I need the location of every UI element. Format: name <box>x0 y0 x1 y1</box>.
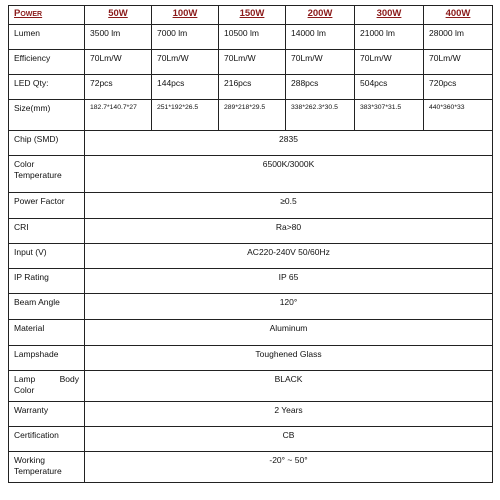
spec-sheet <box>8 5 492 483</box>
header-col-150w: 150W <box>219 6 286 25</box>
row-label: Beam Angle <box>9 294 85 320</box>
cell-value: 14000 lm <box>286 25 355 50</box>
row-label: Efficiency <box>9 50 85 75</box>
row-material <box>9 320 493 346</box>
row-label: Working Temperature <box>9 452 85 483</box>
row-cri <box>9 219 493 244</box>
cell-value: 70Lm/W <box>152 50 219 75</box>
header-col-100w: 100W <box>152 6 219 25</box>
cell-value: 383*307*31.5 <box>355 100 424 131</box>
row-label: Size(mm) <box>9 100 85 131</box>
header-row <box>9 6 493 25</box>
row-input-voltage <box>9 244 493 269</box>
cell-value: 144pcs <box>152 75 219 100</box>
row-working-temperature <box>9 452 493 483</box>
row-power-factor <box>9 193 493 219</box>
row-beam-angle <box>9 294 493 320</box>
row-label: Chip (SMD) <box>9 131 85 156</box>
cell-value: 216pcs <box>219 75 286 100</box>
cell-value: 10500 lm <box>219 25 286 50</box>
cell-value: 70Lm/W <box>355 50 424 75</box>
row-lamp-body-color <box>9 371 493 402</box>
cell-value: 251*192*26.5 <box>152 100 219 131</box>
row-label: Power Factor <box>9 193 85 219</box>
merged-value: 2835 <box>85 131 493 156</box>
row-label: IP Rating <box>9 269 85 294</box>
cell-value: 504pcs <box>355 75 424 100</box>
merged-value: AC220-240V 50/60Hz <box>85 244 493 269</box>
cell-value: 440*360*33 <box>424 100 493 131</box>
row-label: Lampshade <box>9 346 85 371</box>
row-label: Lumen <box>9 25 85 50</box>
row-color-temperature <box>9 156 493 193</box>
cell-value: 28000 lm <box>424 25 493 50</box>
cell-value: 70Lm/W <box>85 50 152 75</box>
row-warranty <box>9 402 493 427</box>
row-ip-rating <box>9 269 493 294</box>
row-label: Warranty <box>9 402 85 427</box>
row-certification <box>9 427 493 452</box>
cell-value: 7000 lm <box>152 25 219 50</box>
row-efficiency <box>9 50 493 75</box>
header-col-400w: 400W <box>424 6 493 25</box>
cell-value: 182.7*140.7*27 <box>85 100 152 131</box>
row-led-qty <box>9 75 493 100</box>
row-chip <box>9 131 493 156</box>
cell-value: 338*262.3*30.5 <box>286 100 355 131</box>
row-label: Color Temperature <box>9 156 85 193</box>
row-label: Certification <box>9 427 85 452</box>
merged-value: -20° ~ 50° <box>85 452 493 483</box>
row-label: LED Qty: <box>9 75 85 100</box>
cell-value: 70Lm/W <box>219 50 286 75</box>
row-lampshade <box>9 346 493 371</box>
cell-value: 3500 lm <box>85 25 152 50</box>
row-label: Lamp Body Color <box>9 371 85 402</box>
row-label: CRI <box>9 219 85 244</box>
merged-value: Toughened Glass <box>85 346 493 371</box>
merged-value: IP 65 <box>85 269 493 294</box>
cell-value: 288pcs <box>286 75 355 100</box>
merged-value: 6500K/3000K <box>85 156 493 193</box>
cell-value: 70Lm/W <box>424 50 493 75</box>
cell-value: 72pcs <box>85 75 152 100</box>
header-power-label: Power <box>9 6 85 25</box>
cell-value: 720pcs <box>424 75 493 100</box>
merged-value: Ra>80 <box>85 219 493 244</box>
merged-value: BLACK <box>85 371 493 402</box>
merged-value: ≥0.5 <box>85 193 493 219</box>
row-lumen <box>9 25 493 50</box>
row-label: Input (V) <box>9 244 85 269</box>
merged-value: 120° <box>85 294 493 320</box>
merged-value: 2 Years <box>85 402 493 427</box>
merged-value: CB <box>85 427 493 452</box>
spec-table <box>8 5 493 483</box>
cell-value: 21000 lm <box>355 25 424 50</box>
header-col-50w: 50W <box>85 6 152 25</box>
header-col-300w: 300W <box>355 6 424 25</box>
row-label: Material <box>9 320 85 346</box>
merged-value: Aluminum <box>85 320 493 346</box>
header-col-200w: 200W <box>286 6 355 25</box>
cell-value: 70Lm/W <box>286 50 355 75</box>
cell-value: 289*218*29.5 <box>219 100 286 131</box>
row-size <box>9 100 493 131</box>
